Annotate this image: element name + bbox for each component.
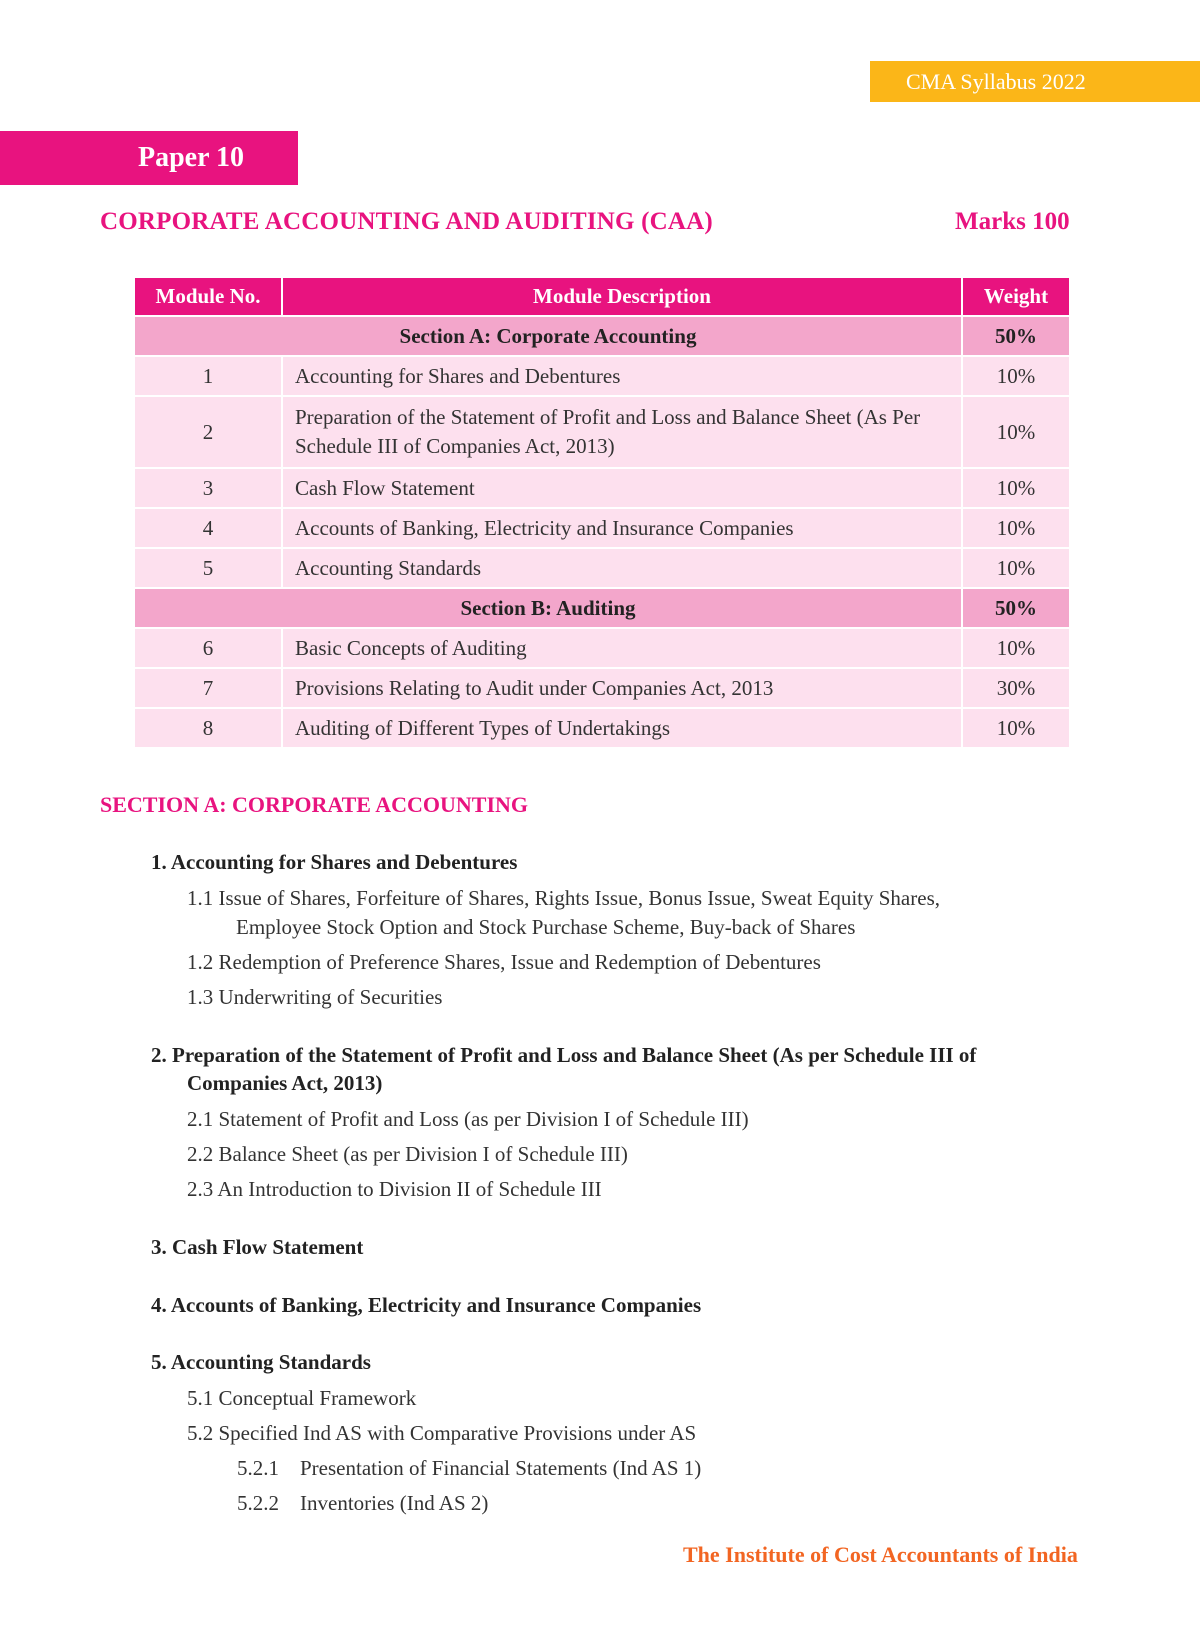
table-row	[134, 356, 1070, 396]
table-row	[134, 708, 1070, 748]
section-row	[134, 588, 1070, 628]
subtopic: 5.2 Specified Ind AS with Comparative Provisions under AS	[187, 1421, 697, 1445]
sub-subtopic: 5.2.1 Presentation of Financial Statements (Ind AS 1)	[237, 1456, 702, 1480]
subtopic-continuation: Employee Stock Option and Stock Purchase Scheme, Buy-back of Shares	[236, 915, 856, 939]
table-header-row	[134, 277, 1070, 316]
module-weight: 10%	[962, 508, 1070, 548]
topic-heading: 3. Cash Flow Statement	[151, 1235, 364, 1259]
section-heading: SECTION A: CORPORATE ACCOUNTING	[100, 792, 529, 817]
subtopic: 1.1 Issue of Shares, Forfeiture of Shares, Rights Issue, Bonus Issue, Sweat Equity Shares,	[187, 886, 940, 910]
module-weight: 10%	[962, 708, 1070, 748]
module-description: Preparation of the Statement of Profit and Loss and Balance Sheet (As Per Schedule III of Companies Act, 2013)	[282, 396, 962, 468]
module-table	[133, 276, 1071, 749]
syllabus-tag: CMA Syllabus 2022	[870, 61, 1200, 102]
module-no: 7	[134, 668, 282, 708]
module-description: Auditing of Different Types of Undertakings	[282, 708, 962, 748]
topic-heading: 1. Accounting for Shares and Debentures	[151, 850, 518, 874]
module-weight: 30%	[962, 668, 1070, 708]
section-weight: 50%	[962, 588, 1070, 628]
module-no: 5	[134, 548, 282, 588]
marks-label: Marks 100	[955, 208, 1070, 235]
module-weight: 10%	[962, 468, 1070, 508]
module-no: 4	[134, 508, 282, 548]
module-weight: 10%	[962, 548, 1070, 588]
paper-label: Paper 10	[0, 131, 298, 185]
module-no: 6	[134, 628, 282, 668]
header-weight: Weight	[962, 277, 1070, 316]
header-module-description: Module Description	[282, 277, 962, 316]
module-description: Accounting for Shares and Debentures	[282, 356, 962, 396]
module-no: 8	[134, 708, 282, 748]
subtopic: 1.2 Redemption of Preference Shares, Issue and Redemption of Debentures	[187, 950, 821, 974]
section-title: Section B: Auditing	[134, 588, 962, 628]
table-row	[134, 668, 1070, 708]
course-title: CORPORATE ACCOUNTING AND AUDITING (CAA)	[100, 208, 713, 235]
module-no: 3	[134, 468, 282, 508]
topic-heading: 5. Accounting Standards	[151, 1350, 371, 1374]
module-weight: 10%	[962, 396, 1070, 468]
header-module-no: Module No.	[134, 277, 282, 316]
table-row	[134, 628, 1070, 668]
module-weight: 10%	[962, 356, 1070, 396]
subtopic: 5.1 Conceptual Framework	[187, 1386, 417, 1410]
module-description: Accounting Standards	[282, 548, 962, 588]
module-description: Cash Flow Statement	[282, 468, 962, 508]
module-no: 1	[134, 356, 282, 396]
module-weight: 10%	[962, 628, 1070, 668]
module-description: Provisions Relating to Audit under Companies Act, 2013	[282, 668, 962, 708]
module-description: Basic Concepts of Auditing	[282, 628, 962, 668]
subtopic: 2.1 Statement of Profit and Loss (as per Division I of Schedule III)	[187, 1107, 749, 1131]
table-row	[134, 396, 1070, 468]
section-title: Section A: Corporate Accounting	[134, 316, 962, 356]
topic-heading-continuation: Companies Act, 2013)	[187, 1071, 383, 1095]
subtopic: 1.3 Underwriting of Securities	[187, 985, 443, 1009]
subtopic: 2.2 Balance Sheet (as per Division I of Schedule III)	[187, 1142, 628, 1166]
table-row	[134, 468, 1070, 508]
subtopic: 2.3 An Introduction to Division II of Schedule III	[187, 1177, 602, 1201]
module-description: Accounts of Banking, Electricity and Insurance Companies	[282, 508, 962, 548]
table-row	[134, 508, 1070, 548]
module-no: 2	[134, 396, 282, 468]
section-row	[134, 316, 1070, 356]
footer-institute: The Institute of Cost Accountants of India	[683, 1542, 1078, 1567]
table-row	[134, 548, 1070, 588]
topic-heading: 4. Accounts of Banking, Electricity and Insurance Companies	[151, 1293, 702, 1317]
topic-heading: 2. Preparation of the Statement of Profit and Loss and Balance Sheet (As per Schedule III of	[151, 1043, 977, 1067]
section-weight: 50%	[962, 316, 1070, 356]
sub-subtopic: 5.2.2 Inventories (Ind AS 2)	[237, 1491, 489, 1515]
